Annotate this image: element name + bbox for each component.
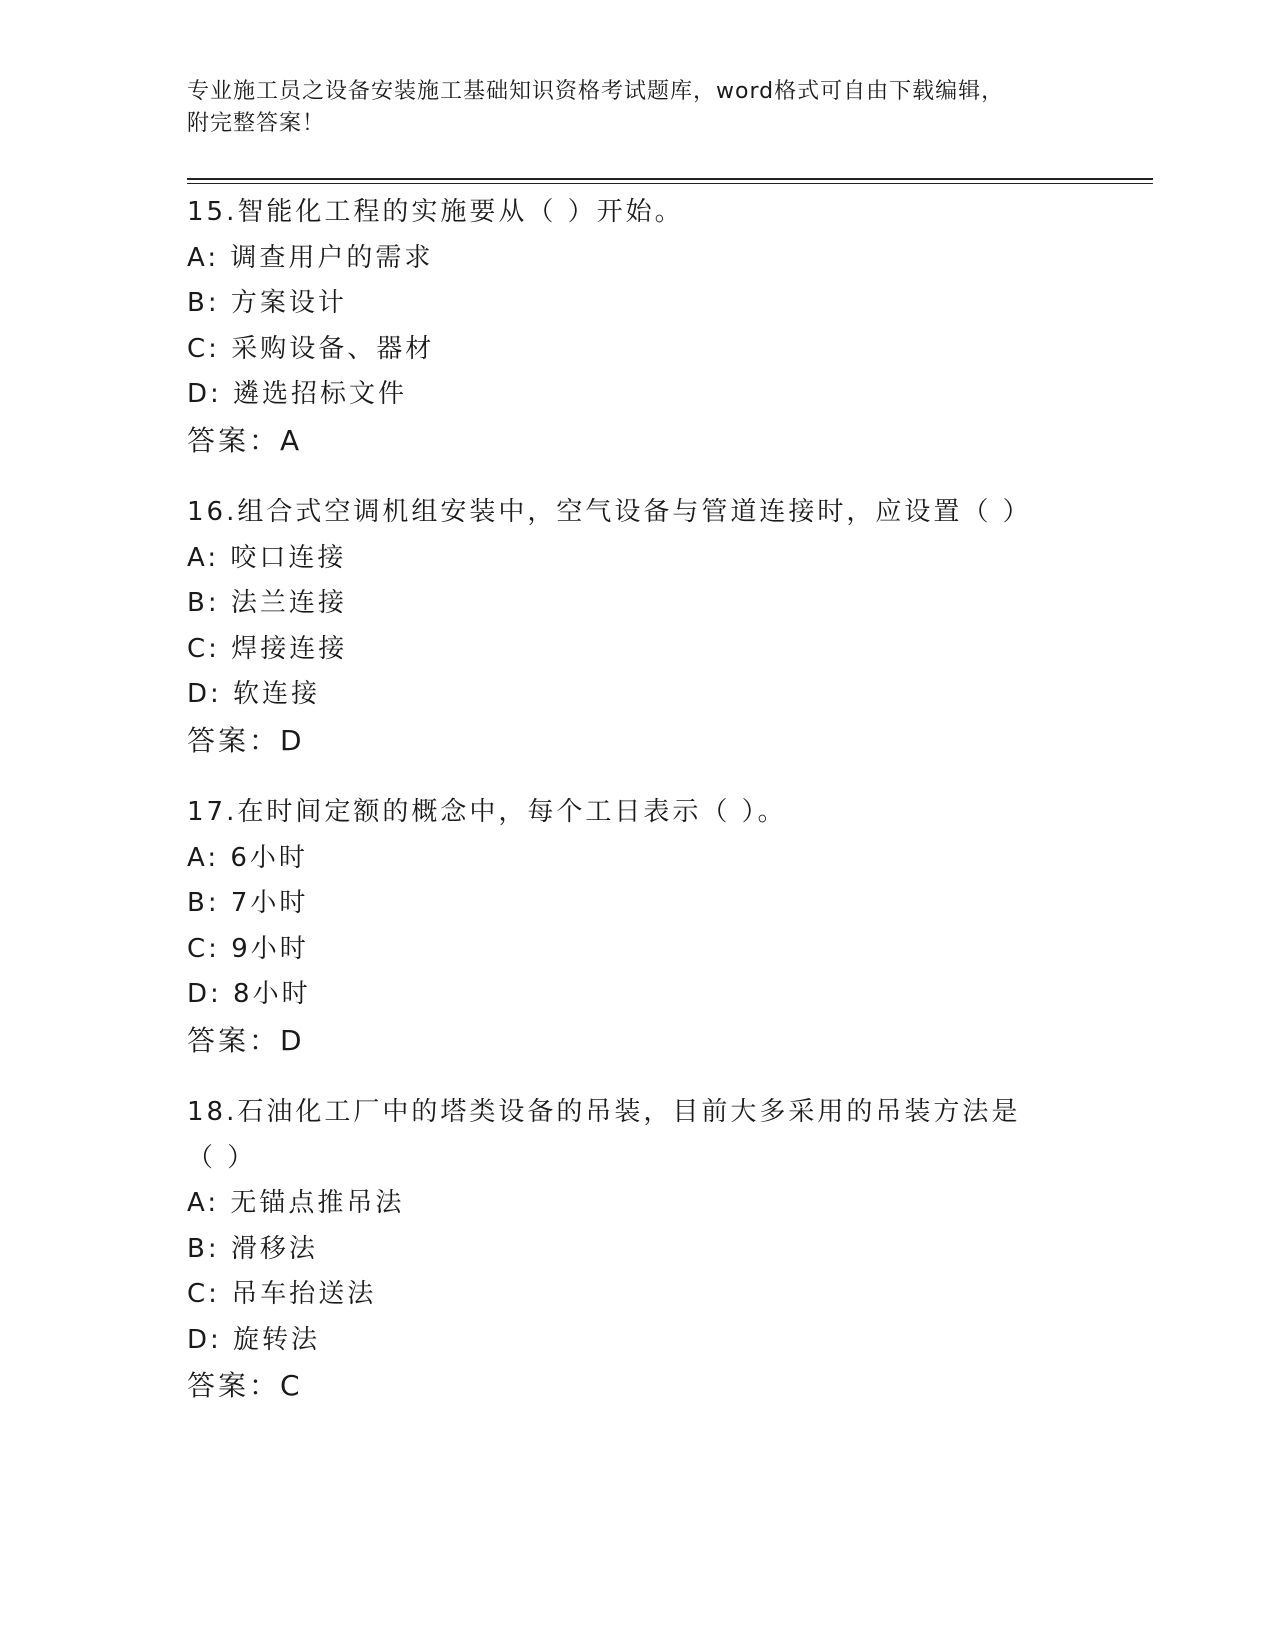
question-15 xyxy=(187,190,1087,463)
option-label: A: xyxy=(187,1188,220,1218)
option-c xyxy=(187,1272,1087,1318)
option-text: 8小时 xyxy=(233,979,311,1009)
question-list xyxy=(187,190,1087,1436)
answer-value: D xyxy=(280,1023,305,1057)
option-a xyxy=(187,236,1087,282)
option-b xyxy=(187,1227,1087,1273)
answer-label: 答案： xyxy=(187,423,281,457)
answer-label: 答案： xyxy=(187,1023,281,1057)
option-c xyxy=(187,627,1087,673)
option-text: 6小时 xyxy=(230,842,308,873)
option-text: 方案设计 xyxy=(230,288,347,318)
option-d xyxy=(187,1318,1087,1364)
header-line-2: 附完整答案！ xyxy=(187,111,326,136)
header-divider-thin xyxy=(187,183,1153,184)
option-b xyxy=(187,581,1087,627)
option-text: 遴选招标文件 xyxy=(233,379,408,409)
header-line-1: 专业施工员之设备安装施工基础知识资格考试题库，word格式可自由下载编辑， xyxy=(187,79,1005,104)
question-number: 18. xyxy=(187,1097,238,1127)
header-divider-thick xyxy=(187,178,1153,180)
question-stem xyxy=(187,790,1047,836)
question-18 xyxy=(187,1090,1087,1409)
option-label: A: xyxy=(187,842,220,873)
option-text: 采购设备、器材 xyxy=(231,333,435,364)
option-text: 吊车抬送法 xyxy=(231,1279,377,1309)
option-a xyxy=(187,1181,1087,1227)
question-17 xyxy=(187,790,1087,1063)
answer-value: C xyxy=(280,1369,303,1402)
question-text: 智能化工程的实施要从（ ）开始。 xyxy=(237,197,684,227)
option-label: A: xyxy=(187,542,220,573)
question-stem xyxy=(187,190,1047,236)
question-16 xyxy=(187,490,1087,763)
answer-line xyxy=(187,1018,1087,1064)
option-b xyxy=(187,281,1087,327)
option-label: B: xyxy=(187,888,220,918)
option-text: 焊接连接 xyxy=(231,633,348,664)
option-a xyxy=(187,536,1087,582)
option-text: 旋转法 xyxy=(233,1324,321,1355)
option-d xyxy=(187,672,1087,718)
answer-line xyxy=(187,718,1087,764)
answer-line xyxy=(187,418,1087,464)
option-b xyxy=(187,881,1087,927)
option-text: 7小时 xyxy=(230,888,309,918)
question-number: 16. xyxy=(187,497,238,527)
answer-label: 答案： xyxy=(187,723,281,757)
option-label: B: xyxy=(187,1233,220,1264)
question-number: 17. xyxy=(187,797,238,827)
option-label: C: xyxy=(187,333,220,364)
option-label: C: xyxy=(187,1279,220,1309)
question-number: 15. xyxy=(187,197,238,227)
answer-value: A xyxy=(280,423,303,457)
option-label: A: xyxy=(187,242,220,273)
option-label: D: xyxy=(187,379,222,409)
question-stem xyxy=(187,490,1047,536)
option-text: 调查用户的需求 xyxy=(230,242,434,273)
option-text: 滑移法 xyxy=(230,1233,318,1264)
option-c xyxy=(187,927,1087,973)
option-a xyxy=(187,836,1087,882)
option-c xyxy=(187,327,1087,373)
option-label: C: xyxy=(187,933,220,964)
option-text: 9小时 xyxy=(231,933,309,964)
answer-value: D xyxy=(280,723,305,757)
document-header xyxy=(187,76,1087,140)
option-label: D: xyxy=(187,979,222,1009)
option-text: 无锚点推吊法 xyxy=(230,1188,405,1218)
answer-label: 答案： xyxy=(187,1369,281,1402)
option-label: B: xyxy=(187,588,220,618)
option-text: 软连接 xyxy=(233,679,321,709)
option-d xyxy=(187,372,1087,418)
option-text: 法兰连接 xyxy=(230,588,347,618)
option-label: D: xyxy=(187,679,222,709)
question-stem xyxy=(187,1090,1047,1181)
option-d xyxy=(187,972,1087,1018)
option-label: C: xyxy=(187,633,220,664)
question-text: 石油化工厂中的塔类设备的吊装，目前大多采用的吊装方法是（ ） xyxy=(187,1097,1021,1173)
question-text: 组合式空调机组安装中，空气设备与管道连接时，应设置（ ） xyxy=(237,497,1032,527)
answer-line xyxy=(187,1363,1087,1409)
option-label: D: xyxy=(187,1324,222,1355)
question-text: 在时间定额的概念中，每个工日表示（ ）。 xyxy=(237,797,787,827)
option-label: B: xyxy=(187,288,220,318)
option-text: 咬口连接 xyxy=(230,542,347,573)
